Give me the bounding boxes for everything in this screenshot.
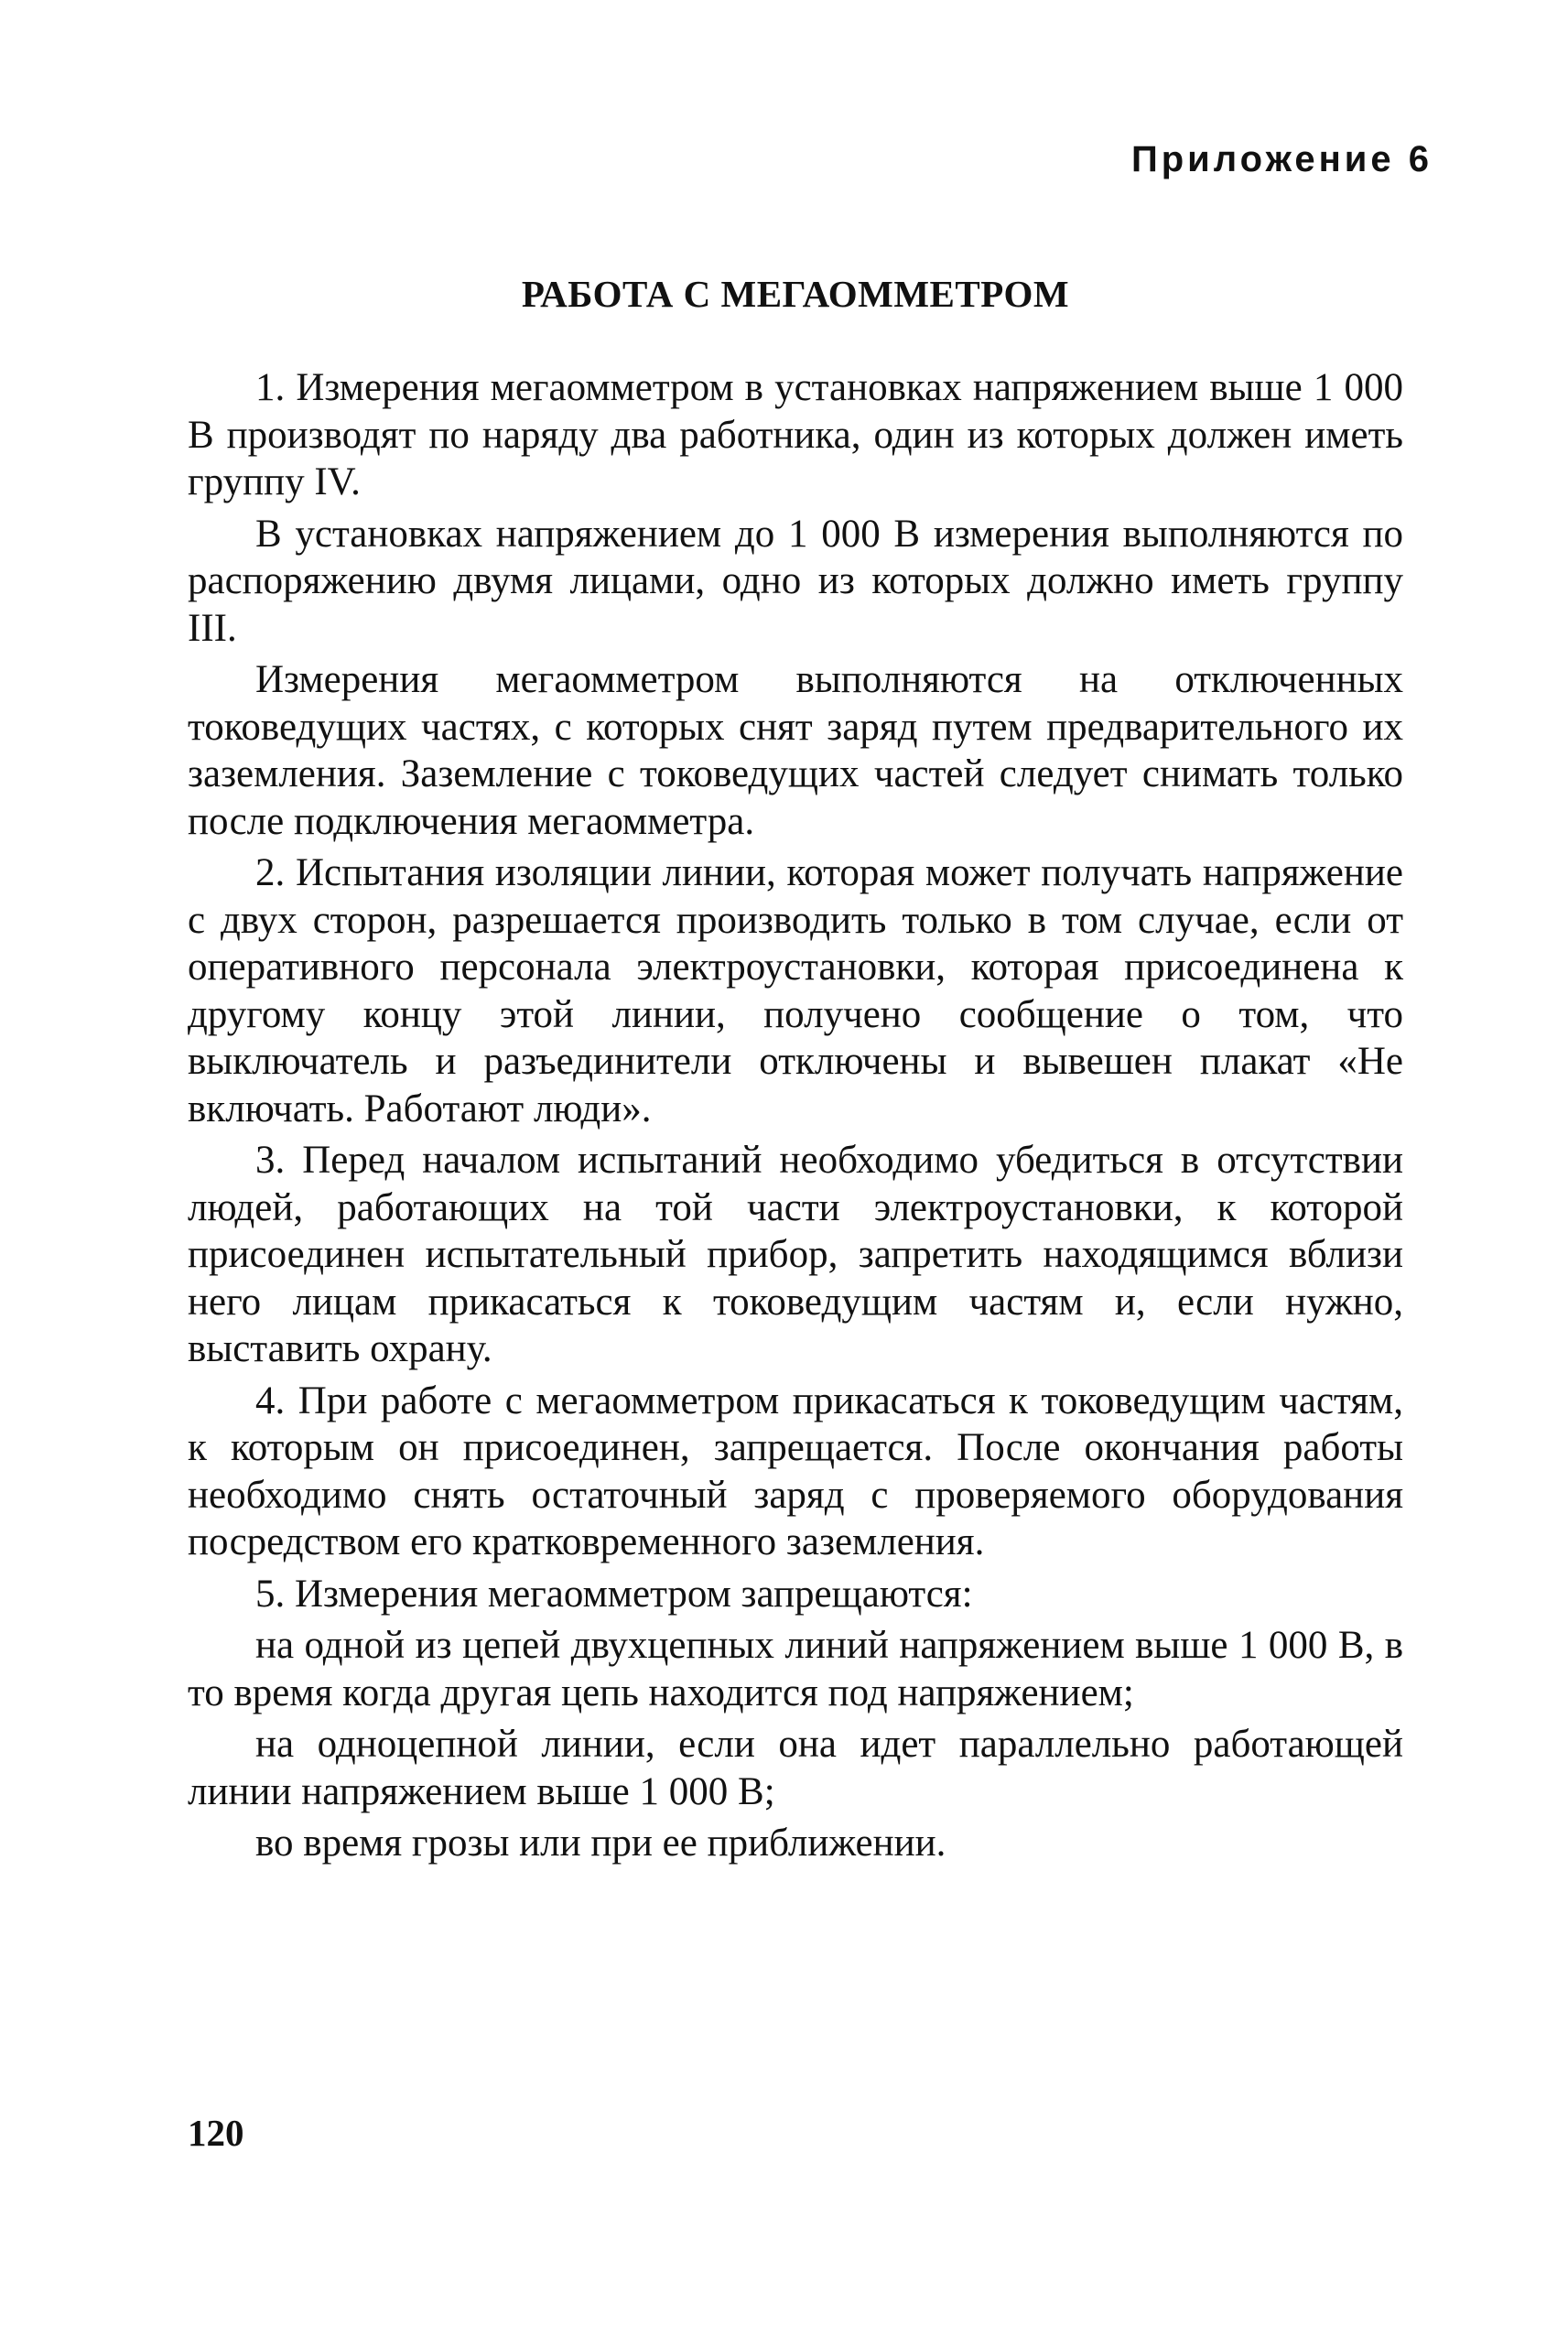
paragraph-4: 2. Испытания изоляции линии, которая может получать напряжение с двух сторон, разрешается производить только в том случае, если от оперативного персонала электроустановки, которая присоединена к другому концу этой линии, получено сообщение о том, что выключатель и разъединители отключены и вывешен плакат «Не включать. Работают люди». <box>188 851 1403 1130</box>
paragraph-8: на одной из цепей двухцепных линий напряжением выше 1 000 В, в то время когда другая цепь находится под напряжением; <box>188 1624 1403 1714</box>
paragraph-2: В установках напряжением до 1 000 В измерения выполняются по распоряжению двумя лицами, одно из которых должно иметь группу III. <box>188 512 1403 650</box>
paragraph-1: 1. Измерения мегаомметром в установках напряжением выше 1 000 В производят по наряду два работника, один из которых должен иметь группу IV. <box>188 366 1403 503</box>
page-title: РАБОТА С МЕГАОММЕТРОМ <box>521 273 1070 315</box>
paragraph-7: 5. Измерения мегаомметром запрещаются: <box>255 1572 973 1616</box>
paragraph-6: 4. При работе с мегаомметром прикасаться к токоведущим частям, к которым он присоединен, запрещается. После окончания работы необходимо снять остаточный заряд с проверяемого оборудования посредством его кратковременного заземления. <box>188 1379 1403 1563</box>
appendix-label: Приложение 6 <box>1131 139 1433 179</box>
body-text <box>188 364 1403 1872</box>
paragraph-3: Измерения мегаомметром выполняются на отключенных токоведущих частях, с которых снят заряд путем предварительного их заземления. Заземление с токоведущих частей следует снимать только после подключения мегаомметра. <box>188 658 1403 843</box>
paragraph-10: во время грозы или при ее приближении. <box>255 1822 946 1865</box>
paragraph-9: на одноцепной линии, если она идет параллельно работающей линии напряжением выше 1 000 В; <box>188 1723 1403 1813</box>
page-number: 120 <box>188 2112 244 2154</box>
paragraph-5: 3. Перед началом испытаний необходимо убедиться в отсутствии людей, работающих на той части электроустановки, к которой присоединен испытательный прибор, запретить находящимся вблизи него лицам прикасаться к токоведущим частям и, если нужно, выставить охрану. <box>188 1139 1403 1370</box>
